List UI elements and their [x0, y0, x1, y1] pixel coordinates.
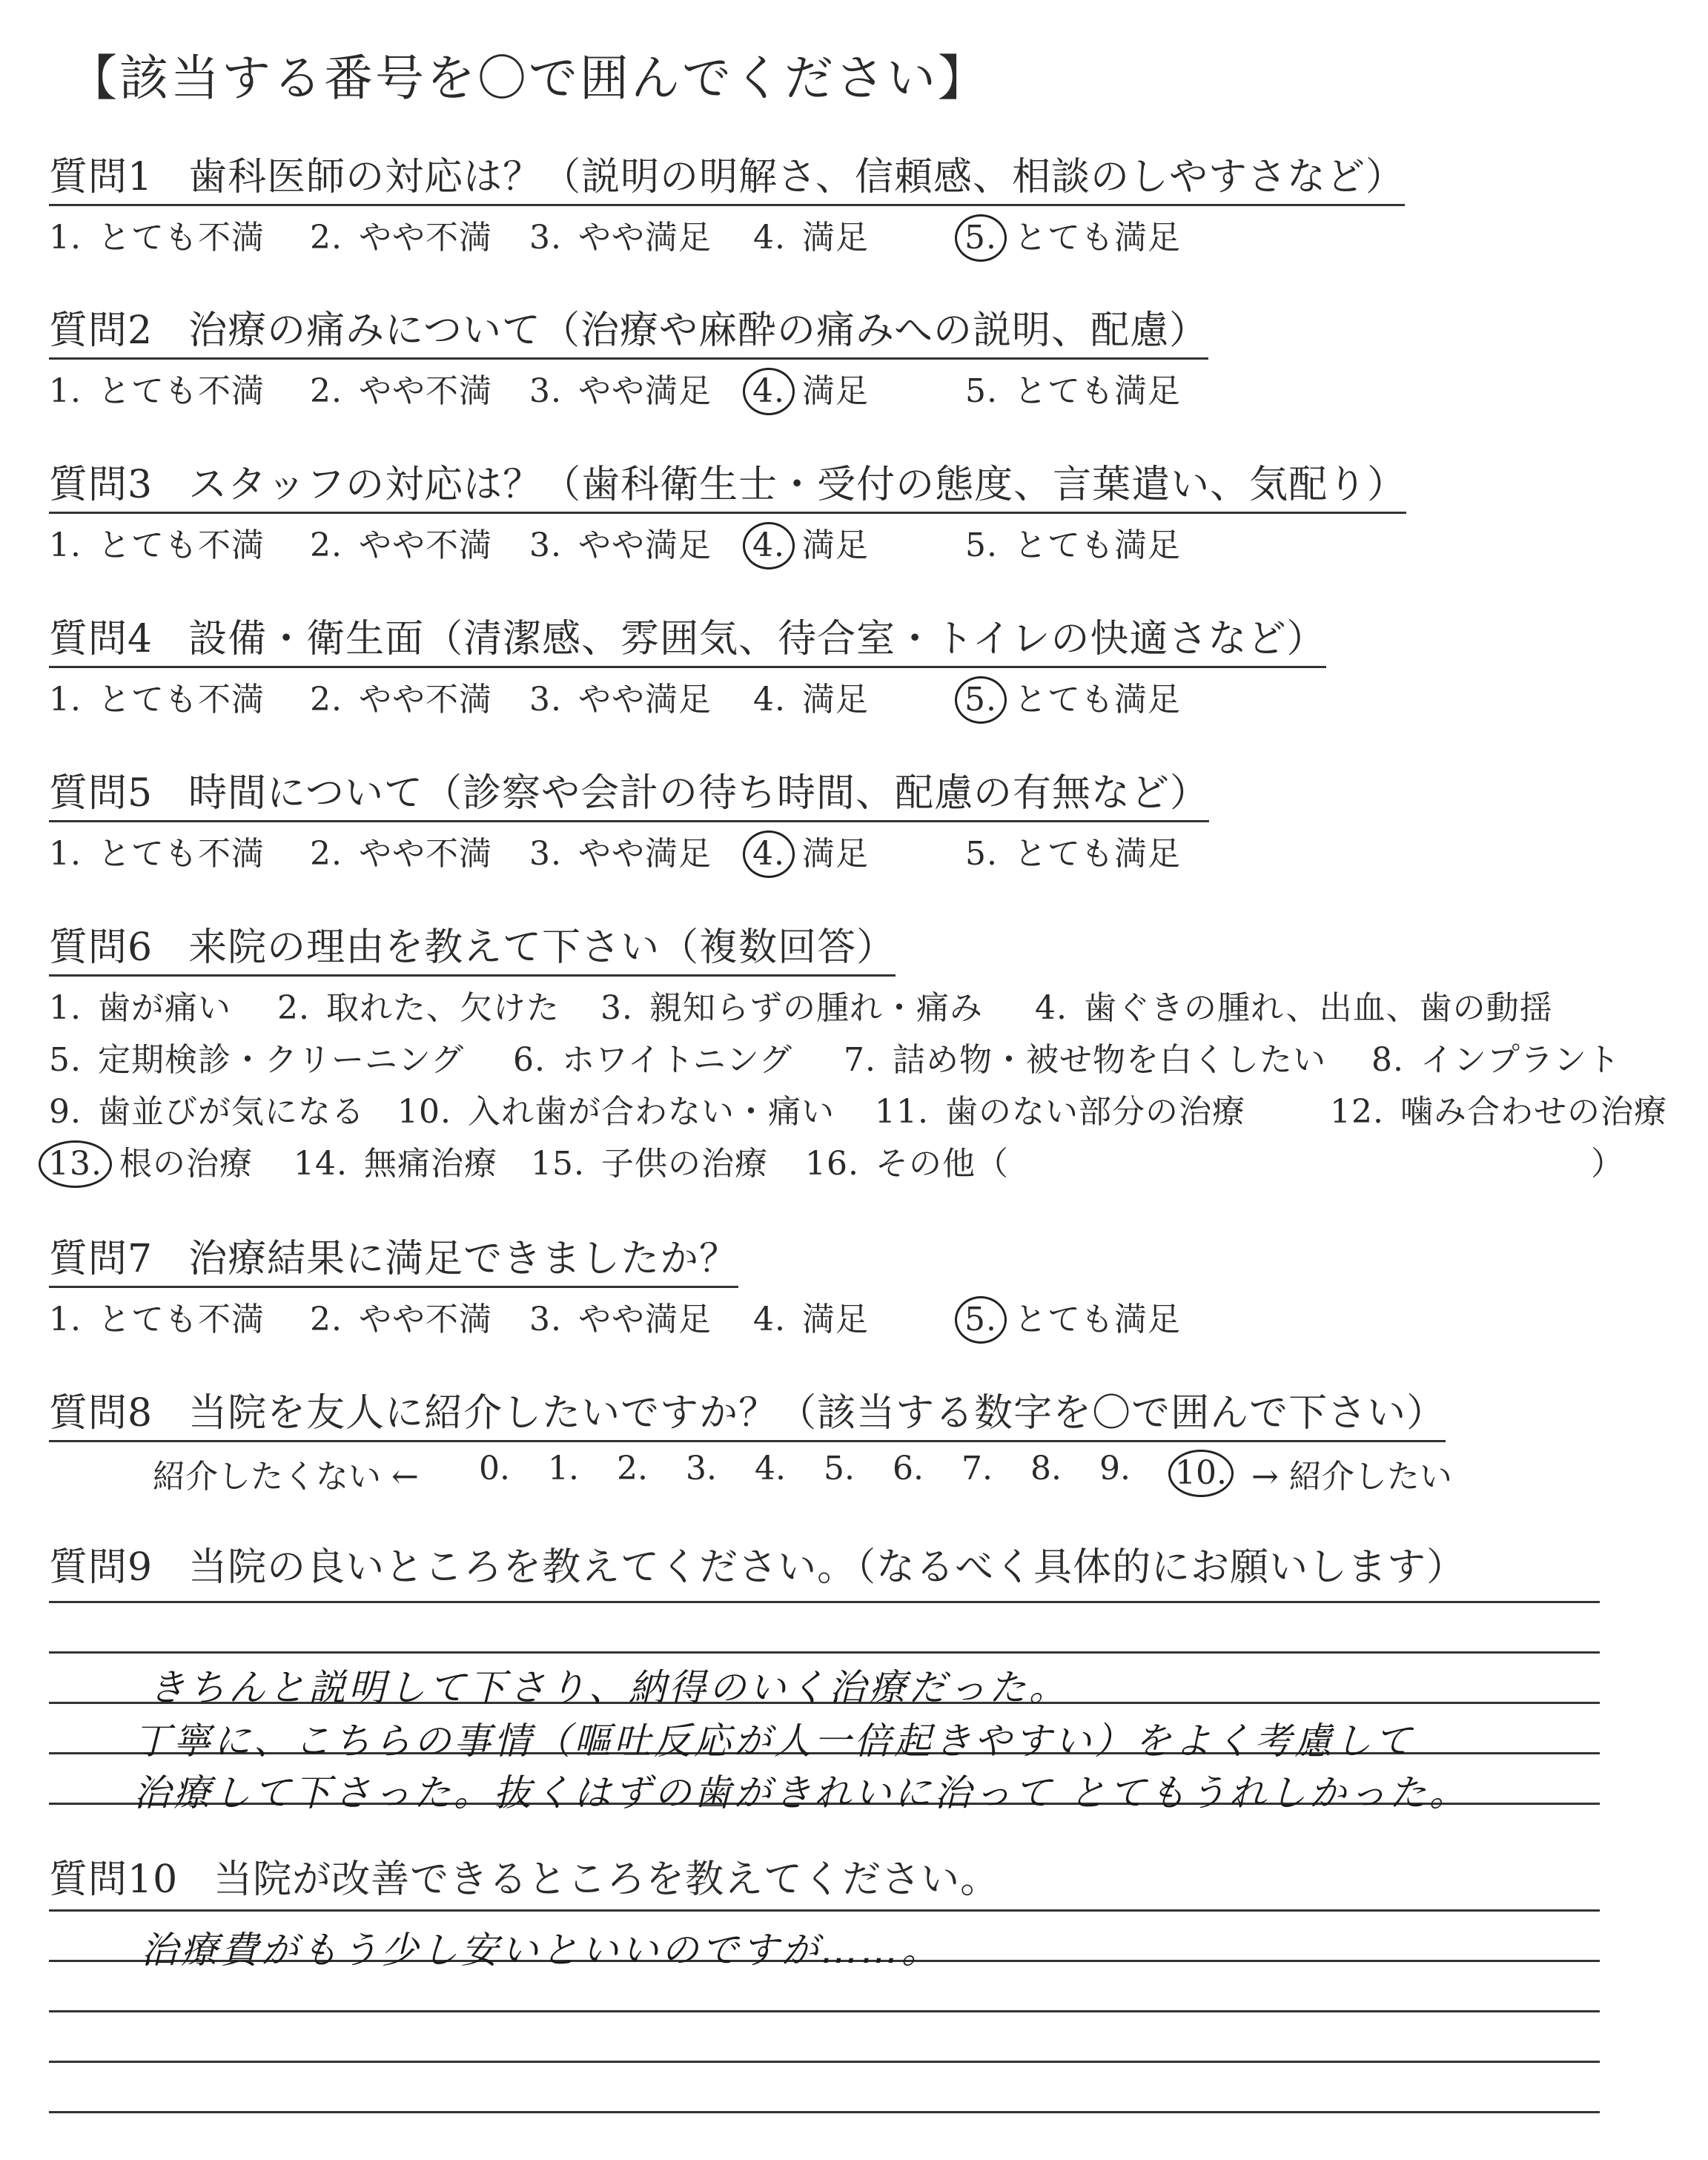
option-number: 2.	[310, 1301, 342, 1338]
option-label: やや不満	[358, 219, 492, 257]
option-number: 2.	[310, 835, 342, 873]
rating-option[interactable]	[49, 211, 265, 258]
rating-options	[49, 1292, 1181, 1344]
reason-option[interactable]	[600, 981, 983, 1028]
scale-right-label: → 紹介したい	[1251, 1458, 1452, 1496]
rating-options	[49, 211, 1405, 262]
rating-option[interactable]	[310, 364, 492, 412]
scale-number[interactable]: 3.	[686, 1450, 717, 1487]
handwritten-answer: きちんと説明して下さり、納得のいく治療だった。	[148, 1666, 1069, 1709]
scale-number[interactable]: 2.	[617, 1450, 648, 1487]
option-number: 15.	[531, 1145, 585, 1183]
question-text: 来院の理由を教えて下さい（複数回答）	[188, 925, 896, 970]
option-label: 満足	[801, 835, 869, 873]
scale-number[interactable]: 1.	[548, 1450, 579, 1487]
reason-option[interactable]	[844, 1033, 1326, 1080]
question-number: 質問10	[49, 1857, 179, 1902]
question-text: 当院が改善できるところを教えてください。	[214, 1857, 1000, 1902]
option-number: 4.	[753, 1301, 786, 1338]
option-label: やや満足	[577, 372, 712, 410]
rating-option[interactable]	[529, 673, 712, 720]
option-label: やや不満	[358, 681, 492, 719]
option-label: 親知らずの腫れ・痛み	[649, 989, 983, 1027]
reason-option[interactable]	[49, 1033, 464, 1080]
rating-option[interactable]	[965, 211, 1181, 262]
question-9	[49, 1536, 1466, 1594]
option-label: 根の治療	[119, 1145, 253, 1183]
option-label: やや不満	[358, 835, 492, 873]
option-number: 3.	[529, 372, 562, 410]
rating-option[interactable]	[965, 673, 1181, 724]
option-label: 歯のない部分の治療	[944, 1093, 1245, 1131]
rating-option[interactable]	[529, 827, 712, 874]
option-label: とても満足	[1013, 526, 1181, 564]
question-text: 治療の痛みについて（治療や麻酔の痛みへの説明、配慮）	[188, 308, 1209, 353]
rating-option[interactable]	[310, 827, 492, 874]
scale-left-label: 紹介したくない ←	[153, 1458, 419, 1496]
question-number: 質問3	[49, 463, 153, 507]
rating-option[interactable]	[49, 518, 265, 566]
option-label: やや不満	[358, 526, 492, 564]
option-label: 満足	[801, 1301, 869, 1338]
option-number: 14.	[294, 1145, 348, 1183]
rating-option[interactable]	[49, 827, 265, 874]
option-label: とても不満	[97, 835, 265, 873]
handwritten-answer: 治療して下さった。抜くはずの歯がきれいに治って とてもうれしかった。	[133, 1771, 1469, 1814]
option-number: 5.	[965, 526, 998, 564]
rating-option[interactable]	[753, 827, 869, 878]
rating-option[interactable]	[310, 673, 492, 720]
option-label: とても不満	[97, 526, 265, 564]
question-text: 当院を友人に紹介したいですか？（該当する数字を〇で囲んで下さい）	[188, 1391, 1446, 1436]
question-number: 質問1	[49, 155, 153, 199]
reason-option[interactable]	[277, 981, 560, 1028]
option-label: インプラント	[1420, 1041, 1621, 1079]
question-number: 質問8	[49, 1391, 153, 1436]
answer-line	[49, 2061, 1600, 2063]
question-10	[49, 1848, 999, 1906]
question-text: 時間について（診察や会計の待ち時間、配慮の有無など）	[188, 771, 1210, 816]
rating-option[interactable]	[49, 364, 265, 412]
reason-option[interactable]	[531, 1137, 768, 1184]
rating-option[interactable]	[49, 1292, 265, 1340]
option-label: とても不満	[97, 219, 265, 257]
question-text: スタッフの対応は？（歯科衛生士・受付の態度、言葉遣い、気配り）	[188, 463, 1407, 507]
option-label: 定期検診・クリーニング	[97, 1041, 465, 1079]
recommend-scale	[49, 1450, 1452, 1502]
option-label: とても不満	[97, 681, 265, 719]
question-1	[49, 145, 1405, 262]
question-number: 質問4	[49, 617, 153, 661]
reason-option[interactable]	[1591, 1137, 1624, 1184]
rating-options	[49, 518, 1406, 570]
option-label: とても満足	[1013, 219, 1181, 257]
reason-option[interactable]	[1035, 981, 1553, 1028]
question-number: 質問9	[49, 1545, 153, 1590]
reason-option[interactable]	[49, 1085, 365, 1132]
option-number: 1.	[49, 219, 82, 257]
rating-option[interactable]	[753, 364, 869, 415]
reason-option[interactable]	[49, 981, 231, 1028]
option-number: 7.	[844, 1041, 876, 1079]
rating-option[interactable]	[965, 1292, 1181, 1344]
option-number: 1.	[49, 526, 82, 564]
option-label: 満足	[801, 681, 869, 719]
scale-number[interactable]: 5.	[824, 1450, 855, 1487]
question-text: 治療結果に満足できましたか？	[188, 1237, 739, 1281]
option-label: とても満足	[1013, 1301, 1181, 1338]
option-number: 2.	[277, 989, 310, 1027]
rating-option[interactable]	[753, 211, 869, 258]
option-label: 歯ぐきの腫れ、出血、歯の動揺	[1083, 989, 1553, 1027]
option-number: 16.	[805, 1145, 859, 1183]
option-label: やや満足	[577, 835, 712, 873]
reason-option[interactable]	[875, 1085, 1245, 1132]
option-number: 11.	[875, 1093, 929, 1131]
options-row	[49, 1033, 1621, 1085]
option-label: とても満足	[1013, 835, 1181, 873]
option-label: 満足	[801, 372, 869, 410]
rating-option[interactable]	[753, 673, 869, 720]
option-label: とても不満	[97, 372, 265, 410]
circled-number: 5.	[955, 214, 1007, 262]
option-label: やや満足	[577, 219, 712, 257]
rating-option[interactable]	[49, 673, 265, 720]
scale-number[interactable]: 0.	[479, 1450, 510, 1487]
scale-number[interactable]: 8.	[1030, 1450, 1062, 1487]
option-label: やや不満	[358, 1301, 492, 1338]
rating-option[interactable]	[965, 827, 1181, 874]
scale-number[interactable]: 4.	[755, 1450, 786, 1487]
option-number: 4.	[1035, 989, 1068, 1027]
option-number: 4.	[753, 681, 786, 719]
option-number: 2.	[310, 219, 342, 257]
option-label: とても満足	[1013, 372, 1181, 410]
answer-line	[49, 2010, 1600, 2012]
reason-option[interactable]	[513, 1033, 792, 1080]
rating-option[interactable]	[529, 518, 712, 566]
option-number: 5.	[49, 1041, 82, 1079]
option-number: 4.	[753, 219, 786, 257]
option-number: 3.	[529, 526, 562, 564]
rating-option[interactable]	[753, 518, 869, 569]
option-number: 3.	[529, 1301, 562, 1338]
option-label: 満足	[801, 219, 869, 257]
option-number: 3.	[529, 681, 562, 719]
question-4	[49, 607, 1326, 724]
option-number: 12.	[1330, 1093, 1384, 1131]
option-number: 5.	[965, 372, 998, 410]
answer-line	[49, 2111, 1600, 2113]
circled-number: 5.	[955, 676, 1007, 724]
option-number: 2.	[310, 681, 342, 719]
circled-scale-number[interactable]: 10.	[1168, 1450, 1234, 1497]
option-label: 満足	[801, 526, 869, 564]
question-2	[49, 299, 1208, 416]
page-title: 【該当する番号を〇で囲んでください】	[68, 50, 989, 107]
circled-number: 4.	[743, 368, 795, 415]
circled-number: 13.	[39, 1140, 112, 1188]
option-label: 噛み合わせの治療	[1400, 1093, 1667, 1131]
option-label: とても満足	[1013, 681, 1181, 719]
question-text: 歯科医師の対応は？（説明の明解さ、信頼感、相談のしやすさなど）	[188, 155, 1406, 199]
rating-option[interactable]	[529, 211, 712, 258]
question-8	[49, 1381, 1452, 1502]
rating-option[interactable]	[310, 518, 492, 566]
option-label: 子供の治療	[600, 1145, 768, 1183]
question-number: 質問2	[49, 308, 153, 353]
rating-option[interactable]	[965, 518, 1181, 566]
circled-number: 4.	[743, 522, 795, 569]
option-label: ）	[1591, 1145, 1624, 1183]
circled-number: 5.	[955, 1296, 1007, 1344]
scale-number[interactable]: 9.	[1099, 1450, 1131, 1487]
answer-line	[49, 1651, 1600, 1654]
options-row	[49, 1085, 1667, 1137]
option-label: やや満足	[577, 681, 712, 719]
option-label: 無痛治療	[363, 1145, 497, 1183]
option-number: 6.	[513, 1041, 546, 1079]
reason-option[interactable]	[1330, 1085, 1667, 1132]
option-number: 1.	[49, 989, 82, 1027]
question-5	[49, 762, 1209, 879]
scale-number[interactable]: 7.	[961, 1450, 993, 1487]
rating-options	[49, 827, 1209, 879]
question-text: 当院の良いところを教えてください。（なるべく具体的にお願いします）	[188, 1545, 1466, 1590]
question-number: 質問6	[49, 925, 153, 970]
question-number: 質問7	[49, 1237, 153, 1281]
option-number: 5.	[965, 835, 998, 873]
question-text: 設備・衛生面（清潔感、雰囲気、待合室・トイレの快適さなど）	[188, 617, 1326, 661]
option-number: 2.	[310, 526, 342, 564]
reason-option[interactable]	[49, 1137, 253, 1188]
question-6	[48, 916, 1667, 1189]
reason-options	[48, 981, 1667, 1189]
options-row	[48, 1137, 1624, 1189]
rating-option[interactable]	[753, 1292, 869, 1340]
reason-option[interactable]	[397, 1085, 835, 1132]
option-number: 1.	[49, 1301, 82, 1338]
option-label: 入れ歯が合わない・痛い	[467, 1093, 835, 1131]
handwritten-answer: 治療費がもう少し安いといいのですが……。	[141, 1929, 941, 1972]
option-number: 1.	[49, 372, 82, 410]
option-number: 1.	[49, 835, 82, 873]
option-label: やや満足	[577, 526, 712, 564]
rating-options	[49, 673, 1326, 724]
options-row	[49, 981, 1553, 1033]
scale-number[interactable]: 6.	[893, 1450, 924, 1487]
handwritten-answer: 丁寧に、こちらの事情（嘔吐反応が人一倍起きやすい）をよく考慮して	[133, 1720, 1414, 1763]
option-number: 1.	[49, 681, 82, 719]
option-label: 詰め物・被せ物を白くしたい	[892, 1041, 1326, 1079]
rating-option[interactable]	[310, 211, 492, 258]
option-label: とても不満	[97, 1301, 265, 1338]
circled-number: 4.	[743, 830, 795, 878]
option-label: その他（	[875, 1145, 1009, 1183]
reason-option[interactable]	[805, 1137, 1009, 1184]
option-number: 2.	[310, 372, 342, 410]
option-number: 10.	[397, 1093, 451, 1131]
rating-options	[49, 364, 1208, 416]
question-number: 質問5	[49, 771, 153, 816]
reason-option[interactable]	[294, 1137, 497, 1184]
question-7	[49, 1227, 1181, 1344]
option-label: 取れた、欠けた	[325, 989, 560, 1027]
option-number: 3.	[529, 219, 562, 257]
option-label: やや不満	[358, 372, 492, 410]
option-label: 歯が痛い	[97, 989, 231, 1027]
option-number: 3.	[529, 835, 562, 873]
rating-option[interactable]	[529, 364, 712, 412]
rating-option[interactable]	[529, 1292, 712, 1340]
rating-option[interactable]	[310, 1292, 492, 1340]
option-label: やや満足	[577, 1301, 712, 1338]
reason-option[interactable]	[1371, 1033, 1621, 1080]
option-number: 9.	[49, 1093, 82, 1131]
question-3	[49, 453, 1406, 570]
option-number: 3.	[600, 989, 633, 1027]
answer-line	[49, 1909, 1600, 1912]
option-number: 8.	[1371, 1041, 1404, 1079]
option-label: 歯並びが気になる	[97, 1093, 365, 1131]
answer-line	[49, 1601, 1600, 1603]
rating-option[interactable]	[965, 364, 1181, 412]
option-label: ホワイトニング	[561, 1041, 793, 1079]
